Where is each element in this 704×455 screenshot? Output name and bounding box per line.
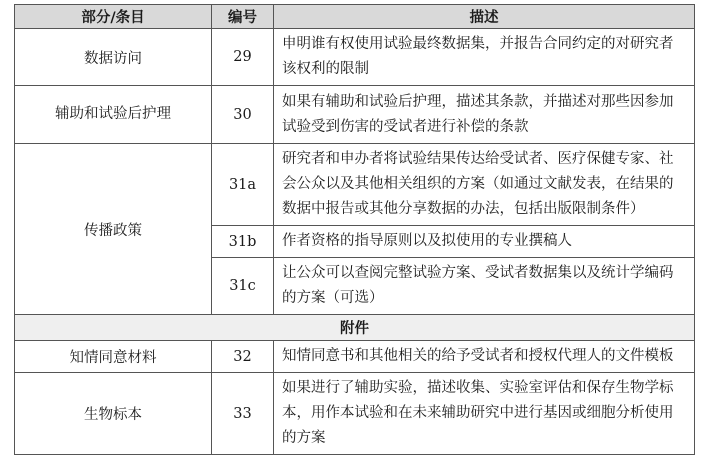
number-cell: 29 <box>212 29 274 86</box>
table-row <box>15 341 695 373</box>
section-cell: 生物标本 <box>15 373 212 455</box>
description-cell: 如果有辅助和试验后护理，描述其条款，并描述对那些因参加试验受到伤害的受试者进行补偿的条款 <box>274 86 695 144</box>
description-cell: 如果进行了辅助实验，描述收集、实验室评估和保存生物学标本，用作本试验和在未来辅助研究中进行基因或细胞分析使用的方案 <box>274 373 695 455</box>
table-row <box>15 373 695 455</box>
table-row <box>15 86 695 144</box>
header-number: 编号 <box>212 5 274 29</box>
number-cell: 31a <box>212 144 274 226</box>
section-cell: 知情同意材料 <box>15 341 212 373</box>
table-row <box>15 29 695 86</box>
number-cell: 30 <box>212 86 274 144</box>
table-row <box>15 144 695 226</box>
section-cell: 数据访问 <box>15 29 212 86</box>
description-cell: 研究者和申办者将试验结果传达给受试者、医疗保健专家、社会公众以及其他相关组织的方案（如通过文献发表，在结果的数据中报告或其他分享数据的办法，包括出版限制条件） <box>274 144 695 226</box>
number-cell: 31c <box>212 258 274 315</box>
number-cell: 32 <box>212 341 274 373</box>
description-cell: 让公众可以查阅完整试验方案、受试者数据集以及统计学编码的方案（可选） <box>274 258 695 315</box>
section-cell: 传播政策 <box>15 144 212 315</box>
spirit-checklist-table <box>14 4 694 455</box>
description-cell: 作者资格的指导原则以及拟使用的专业撰稿人 <box>274 226 695 258</box>
description-cell: 知情同意书和其他相关的给予受试者和授权代理人的文件模板 <box>274 341 695 373</box>
number-cell: 33 <box>212 373 274 455</box>
checklist-table <box>14 4 695 455</box>
description-cell: 申明谁有权使用试验最终数据集，并报告合同约定的对研究者该权利的限制 <box>274 29 695 86</box>
number-cell: 31b <box>212 226 274 258</box>
appendix-section-row <box>15 315 695 341</box>
header-section: 部分/条目 <box>15 5 212 29</box>
table-header-row <box>15 5 695 29</box>
appendix-title: 附件 <box>15 315 695 341</box>
header-description: 描述 <box>274 5 695 29</box>
section-cell: 辅助和试验后护理 <box>15 86 212 144</box>
